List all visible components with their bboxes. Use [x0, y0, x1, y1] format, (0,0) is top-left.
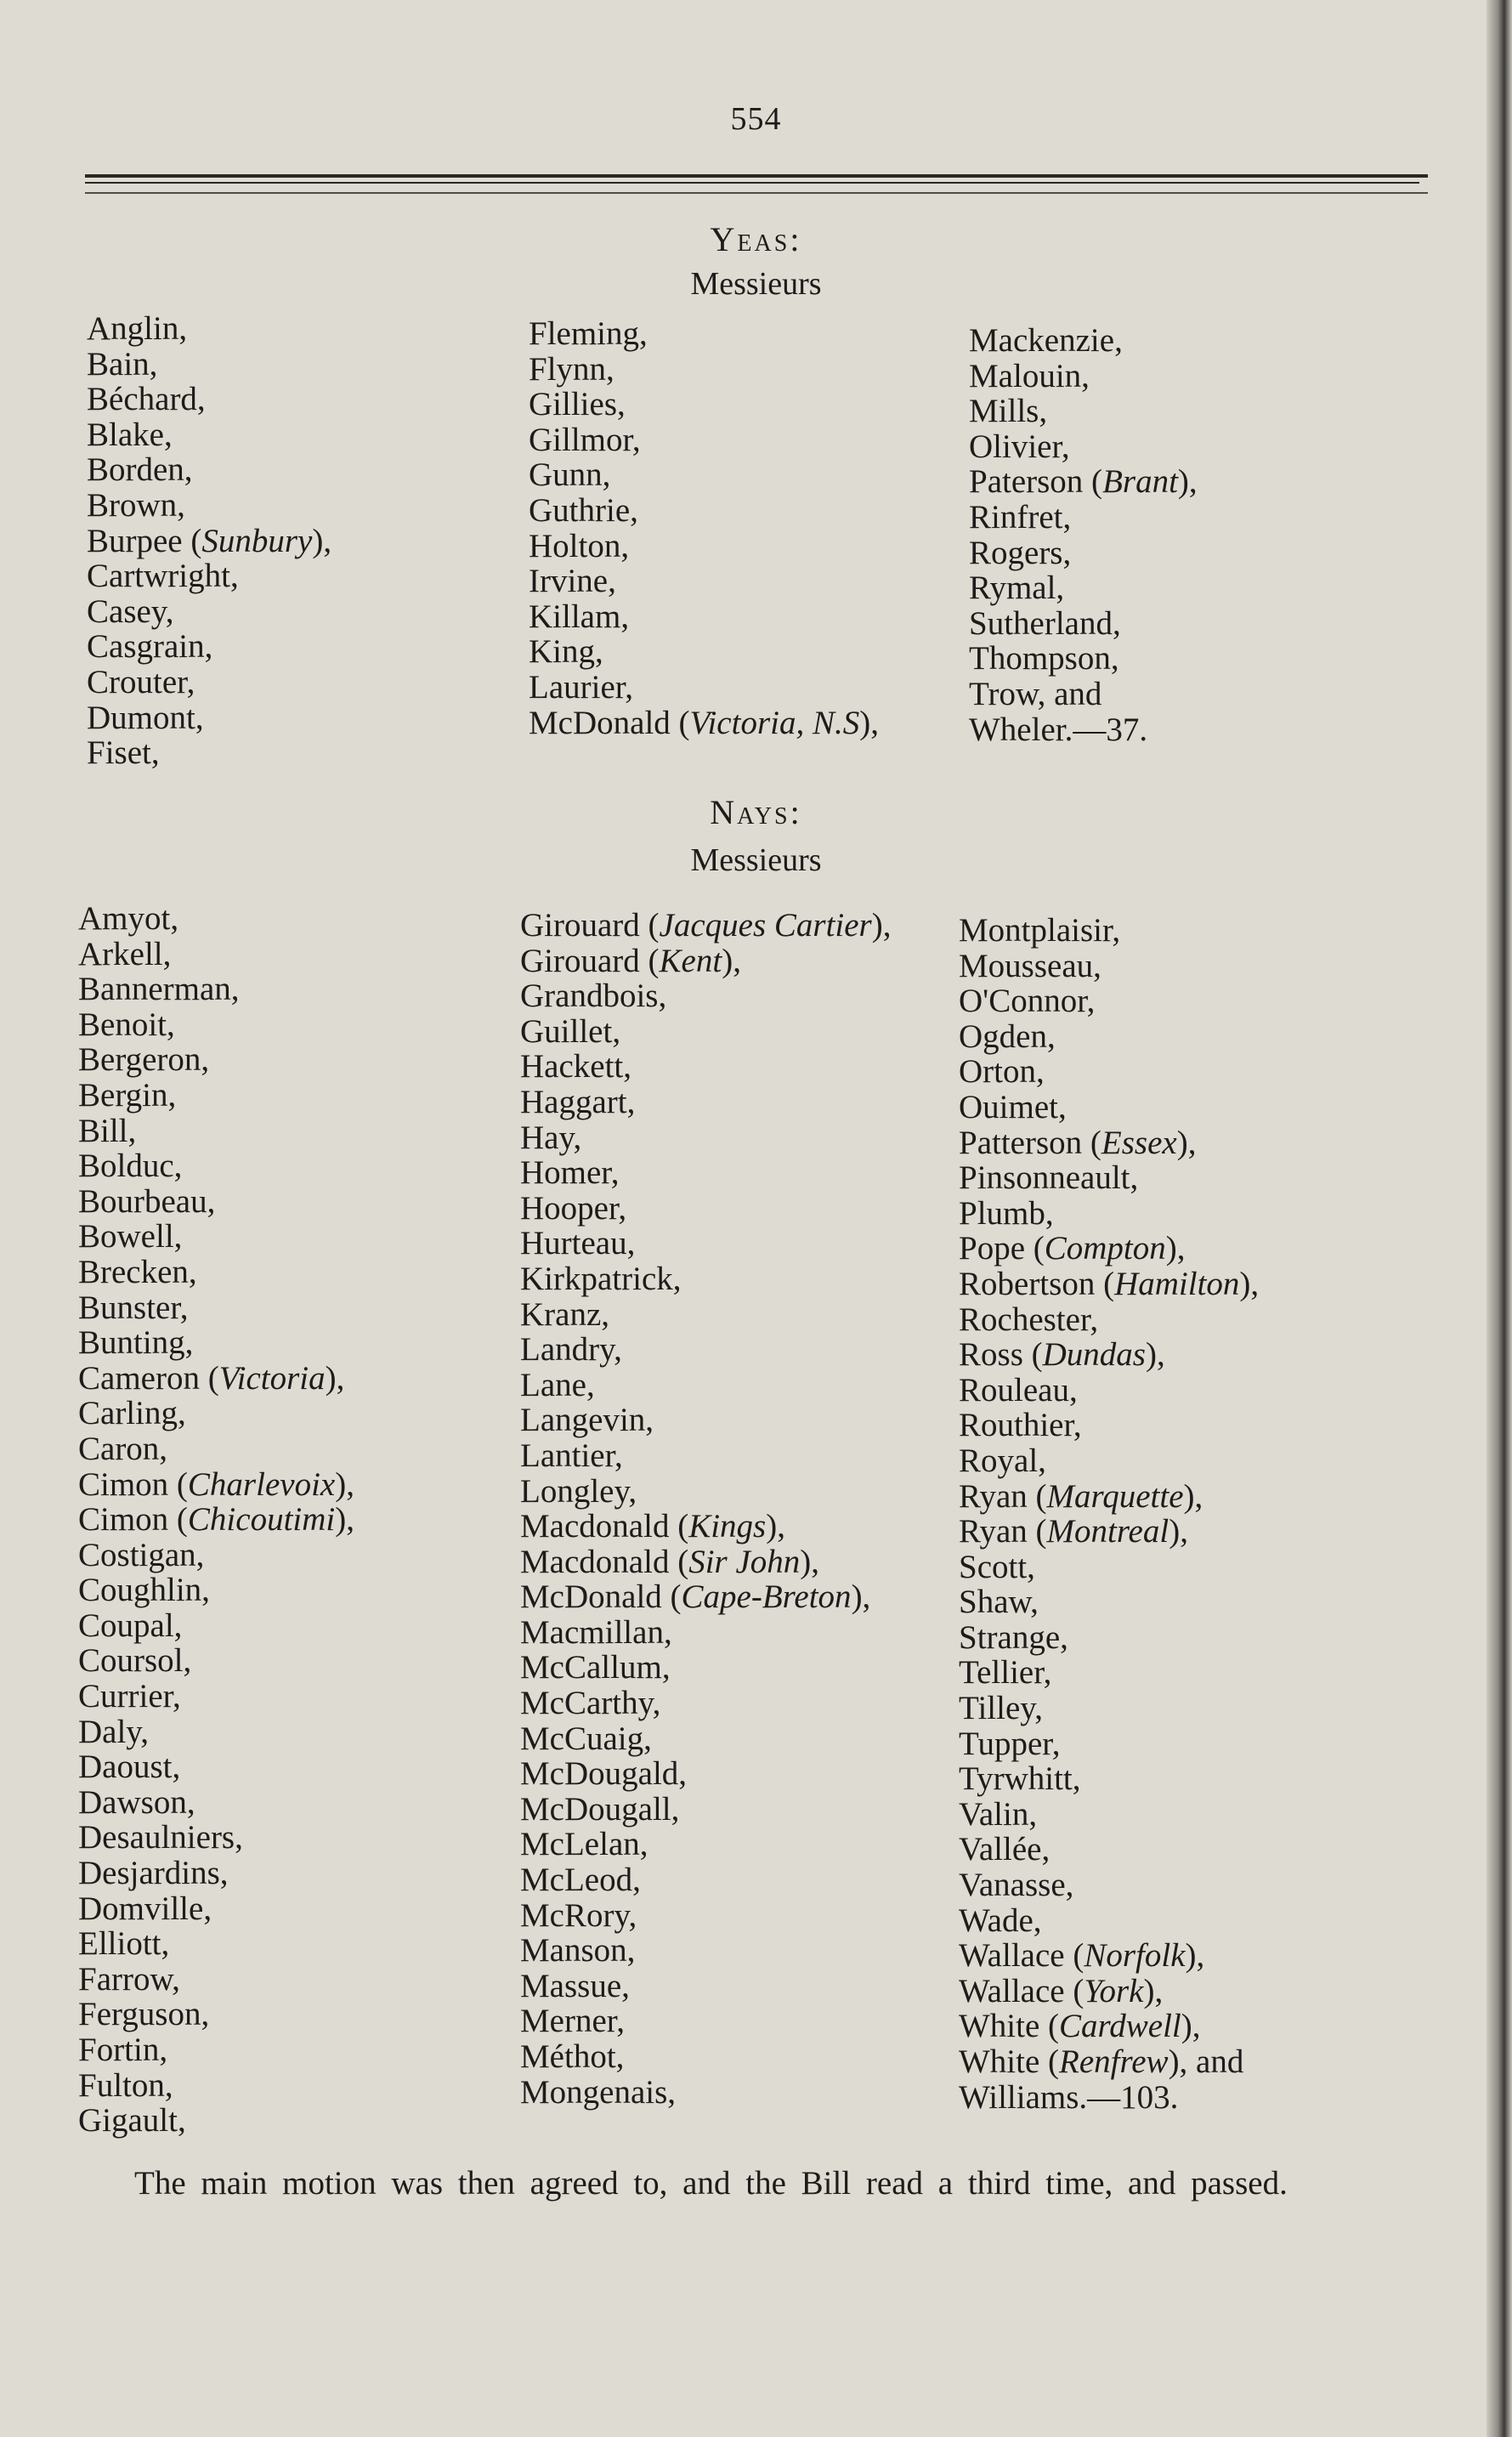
member-name: Shaw, [959, 1584, 1039, 1621]
member-name: Crouter, [87, 663, 195, 700]
member-name: Carling, [78, 1395, 186, 1432]
member-name: Daly, [78, 1713, 150, 1750]
member-name: Brecken, [78, 1253, 197, 1290]
member-name: Wheler.—37. [969, 711, 1148, 748]
member-name: Fleming, [529, 315, 648, 352]
member-name: Domville, [78, 1890, 212, 1927]
nays-subheading: Messieurs [690, 842, 822, 878]
member-name: Patterson (Essex), [959, 1124, 1197, 1161]
member-name: McDougald, [520, 1755, 688, 1793]
member-name: Casgrain, [87, 628, 213, 666]
nays-column-1 [78, 901, 354, 2139]
member-name: Mills, [969, 393, 1048, 430]
member-name: Coupal, [78, 1607, 183, 1644]
member-name: Langevin, [520, 1402, 654, 1439]
member-name: Cimon (Charlevoix), [78, 1465, 354, 1503]
member-name: Elliott, [78, 1925, 170, 1963]
member-name: Pinsonneault, [959, 1159, 1139, 1197]
member-name: Guthrie, [529, 491, 638, 529]
member-name: Gunn, [529, 456, 611, 494]
member-name: Girouard (Kent), [520, 942, 741, 979]
member-name: McRory, [520, 1896, 637, 1934]
member-name: McLelan, [520, 1826, 648, 1863]
member-name: Coursol, [78, 1642, 192, 1680]
member-name: Malouin, [969, 357, 1090, 394]
yeas-column-3 [969, 323, 1198, 747]
member-name: Caron, [78, 1430, 168, 1467]
member-name: Irvine, [529, 563, 616, 600]
member-name: Bunting, [78, 1324, 194, 1362]
member-name: Desjardins, [78, 1855, 229, 1892]
member-name: Thompson, [969, 640, 1119, 677]
member-name: Hay, [520, 1119, 582, 1156]
member-name: Gigault, [78, 2102, 186, 2139]
member-name: Ross (Dundas), [959, 1336, 1165, 1374]
nays-heading: Nays: [710, 793, 802, 831]
member-name: Bannerman, [78, 971, 240, 1008]
member-name: Blake, [87, 416, 173, 453]
member-name: Homer, [520, 1154, 620, 1192]
member-name: Fortin, [78, 2032, 168, 2068]
member-name: King, [529, 633, 603, 671]
member-name: Méthot, [520, 2038, 625, 2075]
member-name: Robertson (Hamilton), [959, 1265, 1260, 1302]
member-name: Ouimet, [959, 1088, 1067, 1125]
member-name: Borden, [87, 451, 193, 489]
member-name: Farrow, [78, 1960, 180, 1998]
yeas-subheading: Messieurs [690, 266, 822, 302]
member-name: Cimon (Chicoutimi), [78, 1501, 355, 1539]
member-name: Cameron (Victoria), [78, 1359, 345, 1397]
header-rule-bottom [85, 192, 1428, 194]
member-name: McCallum, [520, 1649, 671, 1686]
member-name: Guillet, [520, 1012, 621, 1050]
member-name: Mousseau, [959, 947, 1101, 984]
member-name: Vanasse, [959, 1867, 1074, 1904]
member-name: Benoit, [78, 1006, 175, 1043]
member-name: Bergin, [78, 1076, 177, 1114]
member-name: Scott, [959, 1548, 1035, 1585]
member-name: Plumb, [959, 1194, 1054, 1232]
member-name: Orton, [959, 1053, 1045, 1091]
member-name: Holton, [529, 527, 630, 564]
member-name: Tupper, [959, 1725, 1061, 1762]
member-name: Mongenais, [520, 2073, 677, 2111]
member-name: Hurteau, [520, 1225, 636, 1262]
member-name: Arkell, [78, 935, 172, 972]
member-name: Tellier, [959, 1654, 1052, 1692]
member-name: Bill, [78, 1112, 137, 1149]
member-name: Montplaisir, [959, 912, 1121, 949]
member-name: Merner, [520, 2003, 625, 2040]
member-name: Sutherland, [969, 604, 1121, 642]
yeas-column-1 [87, 311, 331, 771]
page-number: 554 [730, 101, 782, 137]
member-name: Macdonald (Sir John), [520, 1543, 820, 1580]
member-name: Macmillan, [520, 1613, 672, 1651]
member-name: Rochester, [959, 1301, 1099, 1338]
member-name: Béchard, [87, 381, 206, 418]
member-name: Rogers, [969, 534, 1072, 571]
nays-column-2 [520, 908, 892, 2110]
member-name: Tyrwhitt, [959, 1760, 1081, 1798]
member-name: Mackenzie, [969, 322, 1123, 359]
member-name: Kranz, [520, 1295, 610, 1333]
member-name: Routhier, [959, 1407, 1082, 1444]
member-name: McLeod, [520, 1862, 641, 1899]
member-name: Williams.—103. [959, 2078, 1179, 2116]
header-rule-thin [85, 182, 1419, 184]
member-name: Bain, [87, 345, 158, 383]
member-name: Kirkpatrick, [520, 1260, 682, 1297]
member-name: White (Cardwell), [959, 2008, 1201, 2045]
member-name: Daoust, [78, 1748, 181, 1786]
member-name: Tilley, [959, 1690, 1043, 1727]
nays-column-3 [959, 913, 1259, 2115]
member-name: Costigan, [78, 1536, 205, 1573]
member-name: Gillmor, [529, 421, 641, 458]
member-name: Bourbeau, [78, 1182, 216, 1220]
member-name: Vallée, [959, 1831, 1050, 1868]
member-name: Strange, [959, 1618, 1068, 1656]
member-name: Lane, [520, 1366, 595, 1403]
member-name: Casey, [87, 592, 174, 630]
member-name: McDonald (Victoria, N.S), [529, 704, 879, 741]
header-rule [85, 174, 1428, 178]
member-name: Ryan (Marquette), [959, 1477, 1203, 1515]
member-name: Rinfret, [969, 498, 1072, 536]
member-name: Wallace (Norfolk), [959, 1937, 1205, 1975]
member-name: Longley, [520, 1472, 637, 1510]
member-name: Fulton, [78, 2066, 173, 2104]
member-name: Desaulniers, [78, 1819, 243, 1856]
member-name: McDonald (Cape-Breton), [520, 1578, 871, 1616]
member-name: Killam, [529, 598, 630, 635]
member-name: Rouleau, [959, 1371, 1078, 1408]
member-name: Girouard (Jacques Cartier), [520, 907, 892, 944]
member-name: Ryan (Montreal), [959, 1513, 1188, 1550]
member-name: Macdonald (Kings), [520, 1508, 785, 1545]
member-name: Cartwright, [87, 558, 239, 595]
member-name: Amyot, [78, 900, 179, 937]
member-name: Gillies, [529, 386, 626, 423]
member-name: Haggart, [520, 1083, 636, 1120]
member-name: Royal, [959, 1442, 1046, 1479]
member-name: Fiset, [87, 734, 160, 772]
member-name: Wallace (York), [959, 1972, 1164, 2009]
member-name: Bergeron, [78, 1041, 210, 1079]
member-name: White (Renfrew), and [959, 2043, 1244, 2080]
member-name: Massue, [520, 1967, 630, 2004]
member-name: Laurier, [529, 668, 633, 706]
member-name: O'Connor, [959, 983, 1096, 1020]
member-name: Manson, [520, 1932, 636, 1969]
member-name: Burpee (Sunbury), [87, 522, 332, 559]
member-name: Grandbois, [520, 978, 667, 1015]
member-name: Rymal, [969, 570, 1065, 607]
member-name: Hackett, [520, 1048, 632, 1085]
member-name: Currier, [78, 1678, 181, 1715]
member-name: Bunster, [78, 1289, 189, 1326]
member-name: Anglin, [87, 310, 188, 347]
yeas-heading: Yeas: [710, 220, 802, 258]
member-name: Ogden, [959, 1017, 1056, 1055]
member-name: Lantier, [520, 1437, 623, 1474]
member-name: Flynn, [529, 350, 614, 388]
member-name: Bolduc, [78, 1148, 183, 1185]
member-name: Hooper, [520, 1189, 627, 1227]
member-name: Pope (Compton), [959, 1230, 1186, 1267]
member-name: Wade, [959, 1901, 1042, 1939]
yeas-column-2 [529, 316, 879, 740]
member-name: Bowell, [78, 1218, 183, 1255]
member-name: McDougall, [520, 1790, 680, 1828]
member-name: McCarthy, [520, 1685, 661, 1722]
member-name: Paterson (Brant), [969, 463, 1198, 501]
member-name: Dawson, [78, 1783, 195, 1821]
member-name: Landry, [520, 1331, 622, 1369]
member-name: Coughlin, [78, 1572, 210, 1609]
page-edge-shadow [1487, 0, 1512, 2437]
closing-paragraph: The main motion was then agreed to, and the Bill read a third time, and passed. [134, 2165, 1288, 2202]
member-name: Valin, [959, 1795, 1038, 1833]
member-name: Olivier, [969, 428, 1070, 465]
member-name: Ferguson, [78, 1996, 210, 2033]
member-name: Brown, [87, 486, 185, 524]
member-name: Dumont, [87, 699, 204, 736]
member-name: McCuaig, [520, 1720, 652, 1757]
member-name: Trow, and [969, 675, 1102, 712]
